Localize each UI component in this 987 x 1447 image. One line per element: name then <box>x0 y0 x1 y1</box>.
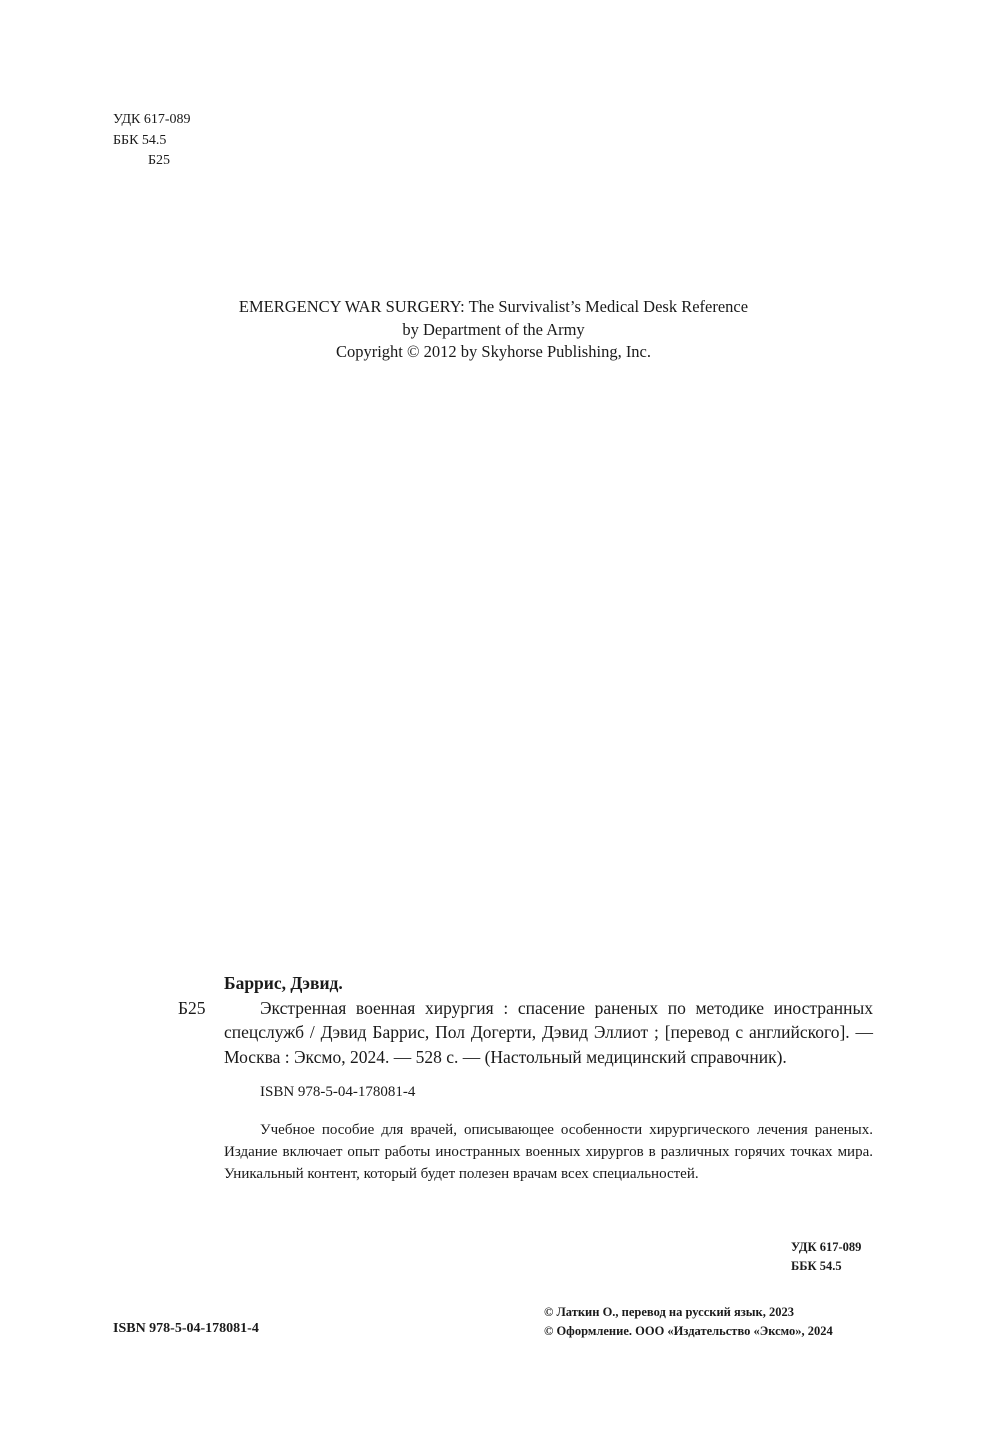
classification-codes-bottom <box>791 1238 861 1275</box>
copyright-design: © Оформление. ООО «Издательство «Эксмо», 2024 <box>544 1323 833 1338</box>
original-author: by Department of the Army <box>402 319 585 339</box>
udk-code-bottom: УДК 617-089 <box>791 1240 862 1254</box>
catalog-card <box>178 971 873 1185</box>
original-edition-block <box>0 296 987 364</box>
author-mark: Б25 <box>148 153 171 168</box>
udk-code: УДК 617-089 <box>113 112 191 127</box>
card-isbn: ISBN 978-5-04-178081-4 <box>260 1084 416 1100</box>
classification-codes-top <box>113 110 191 172</box>
footer-copyright <box>544 1303 833 1340</box>
original-copyright: Copyright © 2012 by Skyhorse Publishing, Inc. <box>335 342 652 361</box>
card-author: Баррис, Дэвид. <box>224 973 343 993</box>
card-description: Экстренная военная хирургия : спасение раненых по методике иностранных спецслужб / Дэвид Баррис, Пол Догерти, Дэвид Эллиот ; [перевод с английского]. — Москва : Эксмо, 2024. — 528 с. — (Настольный медицинский справочник). <box>224 997 873 1067</box>
copyright-translation: © Латкин О., перевод на русский язык, 2023 <box>544 1305 794 1319</box>
original-title: EMERGENCY WAR SURGERY: The Survivalist’s Medical Desk Reference <box>238 297 749 316</box>
card-annotation: Учебное пособие для врачей, описывающее особенности хирургического лечения раненых. Издание включает опыт работы иностранных военных хирургов в различных горячих точках мира. Уникальный контент, который будет полезен врачам всех специальностей. <box>224 1122 873 1182</box>
bbk-code-bottom: ББК 54.5 <box>791 1258 842 1273</box>
footer-isbn: ISBN 978-5-04-178081-4 <box>113 1321 259 1336</box>
bbk-code: ББК 54.5 <box>113 132 167 148</box>
card-author-mark: Б25 <box>178 997 206 1018</box>
